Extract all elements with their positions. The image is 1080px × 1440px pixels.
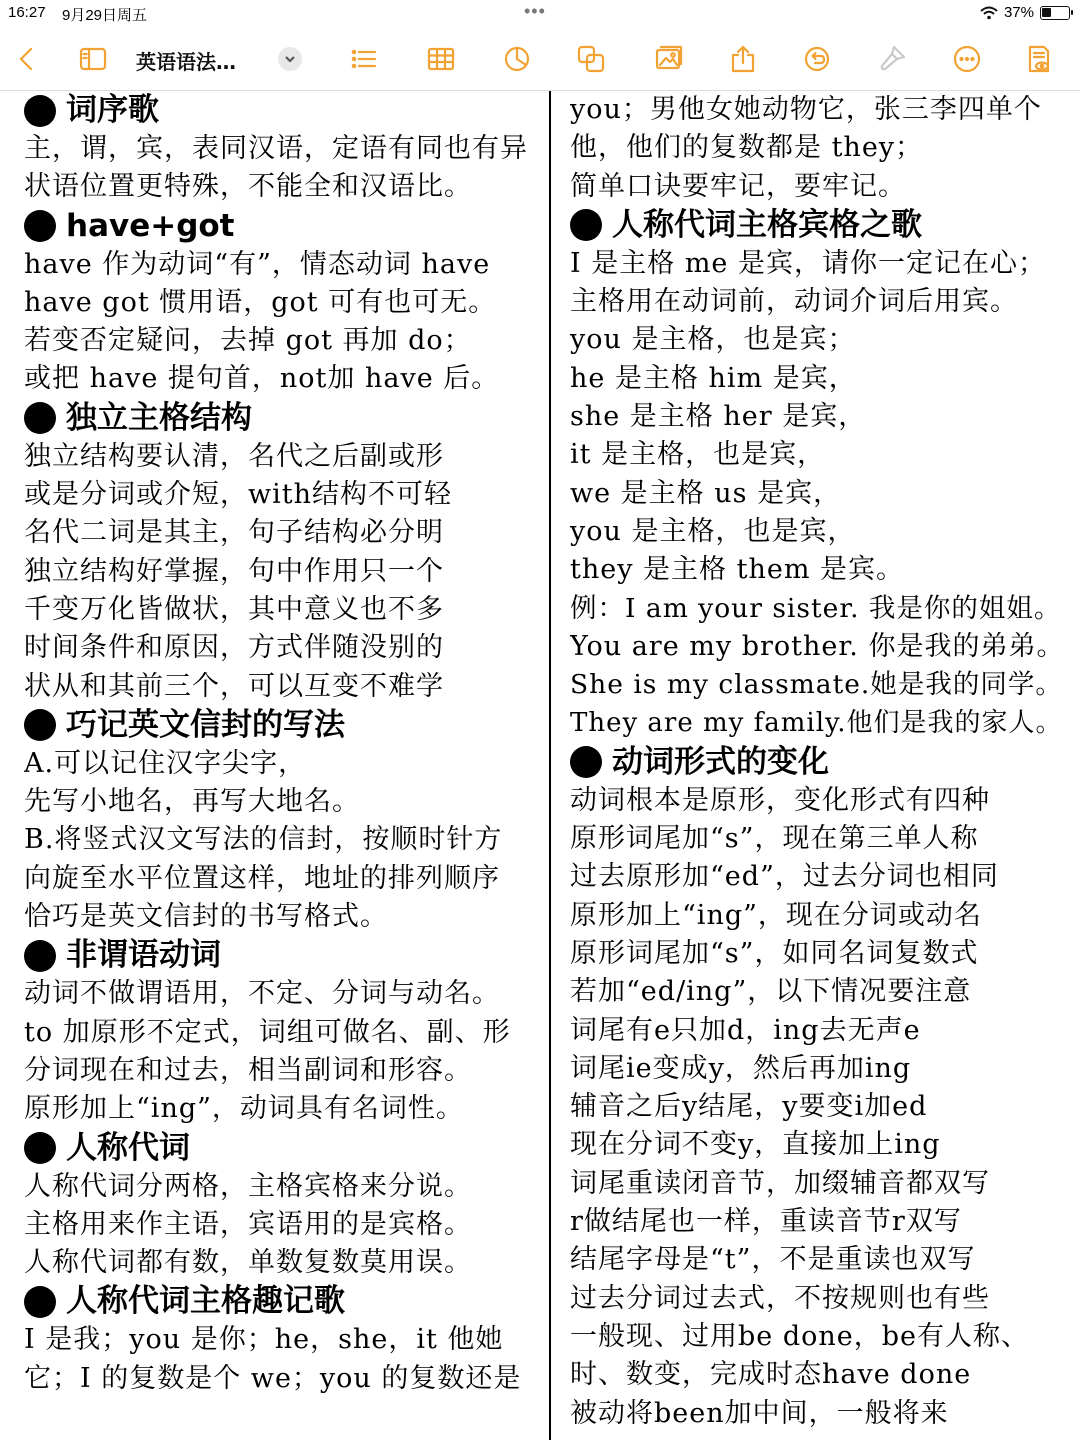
text-line: to 加原形不定式，词组可做名、副、形	[24, 1016, 511, 1048]
text-line: 先写小地名，再写大地名。	[24, 786, 360, 818]
text-line: 时间条件和原因，方式伴随没别的	[24, 632, 444, 664]
bullet-icon	[24, 402, 56, 434]
text-line: 例：I am your sister. 我是你的姐姐。	[570, 592, 1062, 624]
text-line: 简单口诀要牢记，要牢记。	[570, 170, 906, 202]
back-button[interactable]	[8, 40, 46, 78]
undo-icon	[802, 44, 832, 74]
shape-button[interactable]	[572, 40, 610, 78]
section-heading	[570, 743, 1065, 782]
text-line: 若变否定疑问，去掉 got 再加 do；	[24, 325, 472, 357]
section-heading-text: 人称代词主格宾格之歌	[612, 206, 922, 243]
text-line: 或是分词或介短，with结构不可轻	[24, 479, 452, 511]
document-toolbar	[0, 28, 1080, 91]
text-line: She is my classmate.她是我的同学。	[570, 669, 1063, 701]
text-line: They are my family.他们是我的家人。	[570, 708, 1063, 739]
right-column	[570, 91, 1065, 1440]
section-heading	[24, 1129, 532, 1168]
text-line: B.将竖式汉文写法的信封，按顺时针方	[24, 824, 503, 856]
bullet-icon	[24, 1286, 56, 1318]
text-line: 时、数变，完成时态have done	[570, 1359, 972, 1391]
text-line: 原形加上“ing”，现在分词或动名	[570, 899, 982, 931]
chevron-down-icon	[283, 52, 297, 66]
document-title[interactable]: 英语语法…	[136, 50, 236, 74]
text-line: 状语位置更特殊，不能全和汉语比。	[24, 171, 472, 203]
status-indicators	[980, 4, 1070, 21]
section-heading-text: 动词形式的变化	[612, 743, 829, 780]
undo-button[interactable]	[798, 40, 836, 78]
status-time: 16:27	[8, 4, 46, 21]
media-button[interactable]	[650, 40, 688, 78]
text-line: 向旋至水平位置这样，地址的排列顺序	[24, 862, 500, 894]
text-line: r做结尾也一样，重读音节r双写	[570, 1206, 962, 1238]
text-line: 被动将been加中间，一般将来	[570, 1397, 949, 1429]
text-line: 或把 have 提句首，not加 have 后。	[24, 363, 500, 395]
document-view-button[interactable]	[1020, 40, 1058, 78]
section-heading	[24, 399, 532, 438]
multitasking-dots-icon[interactable]: •••	[524, 1, 546, 21]
text-line: 原形词尾加“s”，现在第三单人称	[570, 823, 979, 855]
list-icon	[349, 44, 379, 74]
text-line: I 是我；you 是你；he，she，it 他她	[24, 1324, 504, 1356]
section-heading-text: 人称代词	[66, 1129, 190, 1166]
text-line: 辅音之后y结尾，y要变i加ed	[570, 1091, 928, 1123]
list-button[interactable]	[345, 40, 383, 78]
text-line: you 是主格，也是宾，	[570, 515, 856, 547]
text-line: 词尾重读闭音节，加缀辅音都双写	[570, 1167, 990, 1199]
paintbrush-icon	[877, 44, 907, 74]
text-line: 他，他们的复数都是 they；	[570, 132, 924, 164]
text-line: 主，谓，宾，表同汉语，定语有同也有异	[24, 133, 528, 164]
text-line: 名代二词是其主，句子结构必分明	[24, 517, 444, 549]
text-line: 词尾有e只加d，ing去无声e	[570, 1014, 921, 1046]
section-heading	[24, 91, 532, 130]
text-line: have got 惯用语，got 可有也可无。	[24, 286, 497, 318]
text-line: 千变万化皆做状，其中意义也不多	[24, 593, 444, 625]
battery-percent: 37%	[1003, 4, 1034, 21]
text-line: we 是主格 us 是宾，	[570, 477, 842, 509]
text-line: 分词现在和过去，相当副词和形容。	[24, 1054, 472, 1086]
bullet-icon	[24, 1132, 56, 1164]
bullet-icon	[570, 209, 602, 241]
text-line: 词尾ie变成y，然后再加ing	[570, 1052, 912, 1084]
table-button[interactable]	[422, 40, 460, 78]
shapes-icon	[576, 44, 606, 74]
bullet-icon	[24, 210, 56, 242]
section-heading-text: have+got	[66, 207, 235, 244]
text-line: 人称代词都有数，单数复数莫用误。	[24, 1247, 472, 1279]
title-menu-button[interactable]	[278, 47, 302, 71]
photo-icon	[654, 44, 684, 74]
column-divider	[549, 91, 551, 1440]
text-line: 结尾字母是“t”，不是重读也双写	[570, 1244, 976, 1276]
text-line: 独立结构要认清，名代之后副或形	[24, 440, 444, 472]
text-line: 一般现、过用be done，be有人称、	[570, 1320, 1030, 1352]
text-line: You are my brother. 你是我的弟弟。	[570, 630, 1065, 662]
section-heading-text: 非谓语动词	[66, 937, 221, 974]
text-line: he 是主格 him 是宾，	[570, 362, 857, 394]
text-line: you；男他女她动物它，张三李四单个	[570, 94, 1042, 125]
section-heading	[570, 206, 1065, 245]
section-heading	[24, 207, 532, 246]
text-line: you 是主格，也是宾；	[570, 324, 856, 356]
text-line: 过去原形加“ed”，过去分词也相同	[570, 861, 999, 893]
text-line: A.可以记住汉字尖字，	[24, 747, 307, 779]
text-line: 原形加上“ing”，动词具有名词性。	[24, 1093, 464, 1125]
bullet-icon	[24, 709, 56, 741]
text-line: 状从和其前三个，可以互变不难学	[24, 670, 444, 702]
table-icon	[426, 44, 456, 74]
text-line: 若加“ed/ing”，以下情况要注意	[570, 976, 972, 1008]
text-line: they 是主格 them 是宾。	[570, 554, 905, 586]
status-bar	[0, 0, 1080, 28]
text-line: 现在分词不变y，直接加上ing	[570, 1129, 941, 1161]
text-line: 它；I 的复数是个 we；you 的复数还是	[24, 1362, 522, 1394]
section-heading-text: 巧记英文信封的写法	[66, 706, 345, 743]
text-line: 人称代词分两格，主格宾格来分说。	[24, 1170, 472, 1202]
chart-button[interactable]	[498, 40, 536, 78]
sidebar-icon	[78, 44, 108, 74]
share-icon	[728, 44, 758, 74]
format-button[interactable]	[873, 40, 911, 78]
text-line: 独立结构好掌握，句中作用只一个	[24, 555, 444, 587]
bullet-icon	[24, 940, 56, 972]
document-page[interactable]	[0, 91, 1080, 1440]
section-heading-text: 词序歌	[66, 92, 159, 128]
wifi-icon	[980, 6, 998, 20]
section-heading-text: 人称代词主格趣记歌	[66, 1283, 345, 1320]
text-line: 恰巧是英文信封的书写格式。	[24, 901, 388, 933]
section-heading-text: 独立主格结构	[66, 399, 252, 436]
left-column	[24, 91, 532, 1440]
text-line: 过去分词过去式，不按规则也有些	[570, 1282, 990, 1314]
battery-icon	[1040, 6, 1070, 20]
text-line: 原形词尾加“s”，如同名词复数式	[570, 937, 979, 969]
section-heading	[24, 1282, 532, 1321]
more-icon	[952, 44, 982, 74]
sidebar-toggle-button[interactable]	[74, 40, 112, 78]
status-date: 9月29日周五	[62, 7, 148, 24]
text-line: she 是主格 her 是宾，	[570, 401, 867, 433]
text-line: I 是主格 me 是宾，请你一定记在心；	[570, 247, 1046, 279]
more-button[interactable]	[948, 40, 986, 78]
document-eye-icon	[1024, 44, 1054, 74]
section-heading	[24, 706, 532, 745]
chevron-left-icon	[12, 44, 42, 74]
pie-chart-icon	[502, 44, 532, 74]
text-line: it 是主格，也是宾，	[570, 439, 826, 471]
text-line: 动词不做谓语用，不定、分词与动名。	[24, 978, 500, 1010]
section-heading	[24, 936, 532, 975]
share-button[interactable]	[724, 40, 762, 78]
bullet-icon	[24, 95, 56, 127]
text-line: 主格用来作主语，宾语用的是宾格。	[24, 1208, 472, 1240]
text-line: 动词根本是原形，变化形式有四种	[570, 784, 990, 816]
text-line: have 作为动词“有”，情态动词 have	[24, 248, 491, 280]
text-line: 主格用在动词前，动词介词后用宾。	[570, 286, 1018, 318]
bullet-icon	[570, 746, 602, 778]
